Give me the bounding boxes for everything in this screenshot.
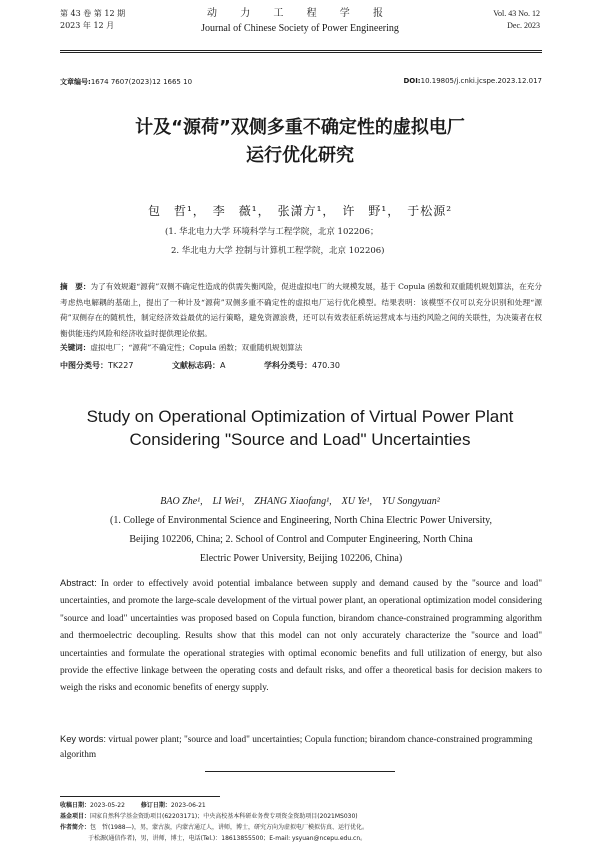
doi: DOI:10.19805/j.cnki.jcspe.2023.12.017 bbox=[403, 77, 542, 85]
paper-title-cn: 计及“源荷”双侧多重不确定性的虚拟电厂 运行优化研究 bbox=[135, 117, 465, 166]
affiliations-cn: (1. 华北电力大学 环境科学与工程学院，北京 102206； 2. 华北电力大学 控制与计算机工程学院，北京 102206) bbox=[165, 227, 385, 256]
dates-line: 收稿日期：2023-05-22 修订日期：2023-06-21 bbox=[60, 802, 206, 809]
header-rule-2 bbox=[60, 52, 542, 53]
volume-en: Vol. 43 No. 12 bbox=[493, 9, 540, 18]
fund-line: 基金项目：国家自然科学基金资助项目(62203171)；中央高校基本科研业务费专项资金资助项目(2021MS030) bbox=[60, 813, 358, 820]
clc-number: 中图分类号：TK227 bbox=[60, 361, 134, 370]
volume-cn: 第 43 卷 第 12 期 bbox=[60, 9, 126, 18]
keywords-cn: 关键词：虚拟电厂；“源荷”不确定性；Copula 函数；双重随机规划算法 bbox=[60, 343, 303, 352]
abstract-cn: 摘 要：为了有效规避“源荷”双侧不确定性造成的供需失衡风险，促进虚拟电厂的大规模发展，基于 Copula 函数和双重随机规划算法，在充分考虑热电解耦的基础上，提出了一种计及“源荷”双侧多重不确定性的虚拟电厂运行优化模型。结果表明：该模型不仅可以充分识别和处理“源荷”双侧存在的随机性，制定经济效益最优的运行策略，避免资源浪费，还可以有效表征系统运营成本与违约风险之间的关联性，为决策者在权衡供能违约风险和经济收益时提供理论依据。 bbox=[60, 282, 542, 338]
date-cn: 2023 年 12 月 bbox=[60, 21, 115, 30]
article-number: 文章编号:1674 7607(2023)12 1665 10 bbox=[60, 78, 193, 86]
author-line-2: 于松源(通信作者)，男，讲师，博士，电话(Tel.)：18613855500；E-mail: ysyuan@ncepu.edu.cn。 bbox=[88, 835, 367, 842]
journal-name-cn: 动 力 工 程 学 报 bbox=[207, 8, 393, 19]
paper-title-en: Study on Operational Optimization of Virtual Power Plant Considering "Source and Load" Uncertainties bbox=[86, 407, 514, 449]
date-en: Dec. 2023 bbox=[507, 21, 540, 30]
footnote-rule bbox=[60, 796, 220, 797]
authors-cn: 包 哲¹， 李 薇¹， 张潇方¹， 许 野¹， 于松源² bbox=[147, 204, 453, 218]
authors-en: BAO Zhe¹, LI Wei¹, ZHANG Xiaofang¹, XU Ye¹, YU Songyuan² bbox=[160, 496, 440, 507]
keywords-en: Key words: virtual power plant; "source and load" uncertainties; Copula function; birandom chance-constrained programming algorithm bbox=[60, 734, 533, 760]
author-line: 作者简介：包 哲(1988—)，男，蒙古族，内蒙古通辽人，讲师，博士，研究方向为虚拟电厂模拟仿真、运行优化。 bbox=[60, 824, 368, 831]
abstract-en: Abstract: In order to effectively avoid potential imbalance between supply and demand caused by the "source and load" uncertainties, and promote the large-scale development of the virtual power plant, an operational optimization model considering "source and load" uncertainties was proposed based on Copula function, birandom chance-constrained programming algorithm and thermoelectric decoupling. Results show that this model can not only accurately characterize the "source and load" uncertainties and formulate the operational strategies with optimal economic benefits and full utilization of energy, but also provide the effective linkage between the operating costs and default risks, and offer a theoretical basis for decision makers to weigh the risks and economic benefits of energy supply. bbox=[60, 578, 543, 694]
header-rule bbox=[60, 50, 542, 51]
journal-name-en: Journal of Chinese Society of Power Engineering bbox=[201, 23, 399, 34]
subject-code: 学科分类号：470.30 bbox=[263, 361, 340, 370]
affiliations-en: (1. College of Environmental Science and Engineering, North China Electric Power University, Beijing 102206, China; 2. School of Control and Computer Engineering, North China Electric Power University, Beijing 102206, China) bbox=[109, 515, 493, 564]
classification-numbers bbox=[60, 360, 376, 371]
header-volume-en bbox=[493, 8, 540, 32]
document-code: 文献标志码：A bbox=[171, 361, 226, 370]
footnotes bbox=[60, 800, 542, 844]
section-divider bbox=[205, 771, 395, 772]
